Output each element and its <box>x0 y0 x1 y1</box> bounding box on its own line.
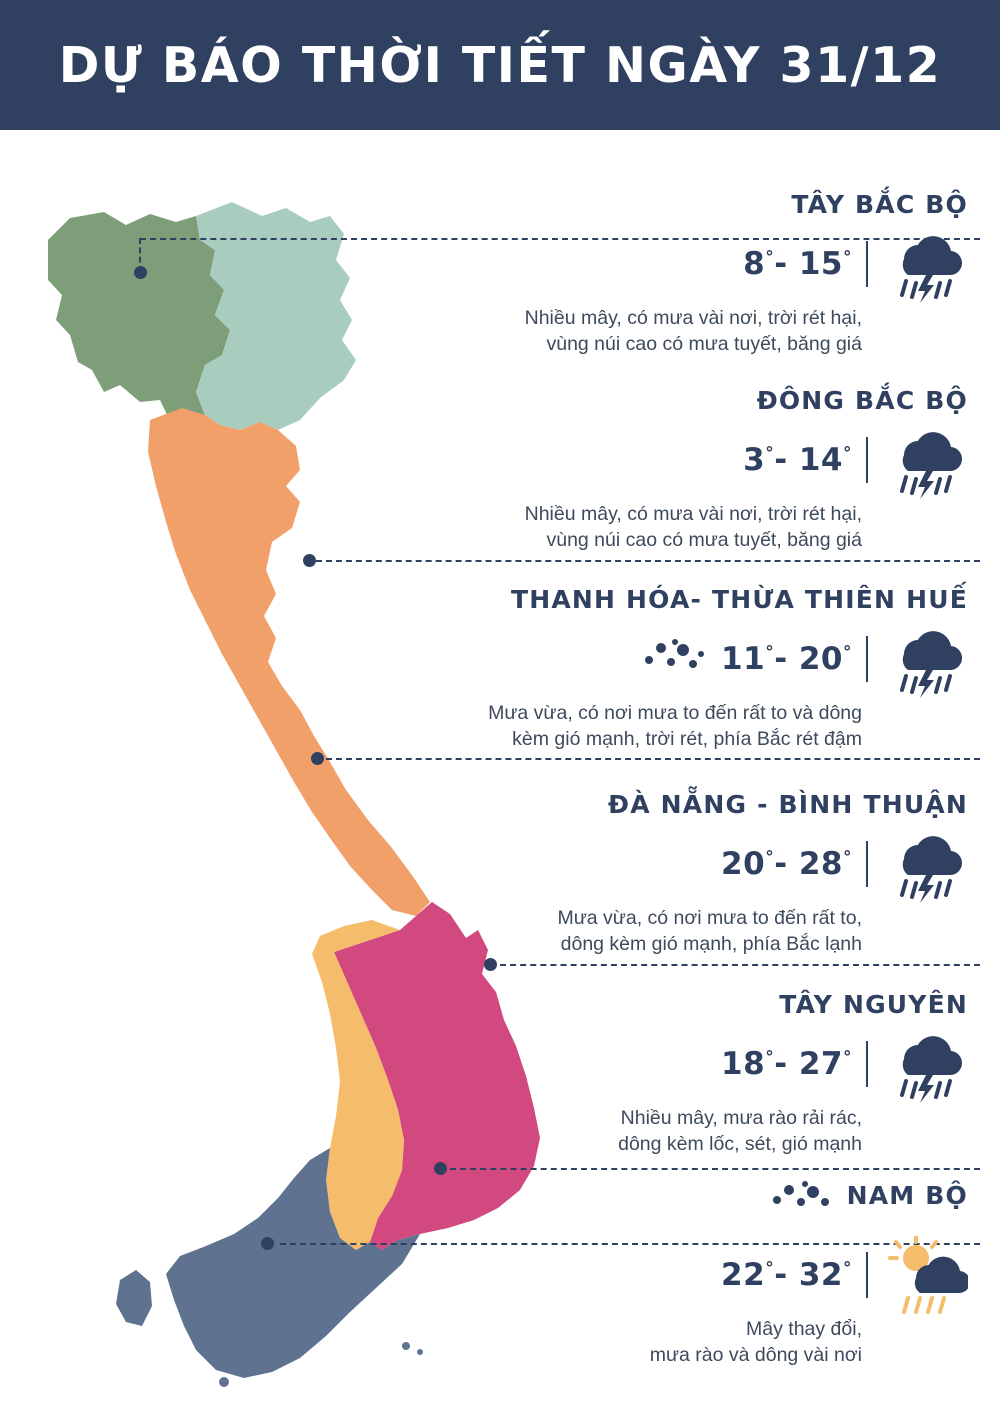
region-title: THANH HÓA- THỪA THIÊN HUẾ <box>510 585 968 614</box>
region-title-row <box>340 386 980 415</box>
region-card-da-nang-binh-thuan[interactable] <box>340 790 980 958</box>
map-pin-nam-bo <box>261 1237 274 1250</box>
leader-line-da-nang-binh-thuan <box>500 964 980 966</box>
region-title: TÂY NGUYÊN <box>779 990 968 1019</box>
map-pin-thanh-hoa-hue <box>311 752 324 765</box>
region-temperature: 3°- 14° <box>743 442 852 478</box>
leader-line-tay-nguyen <box>450 1168 980 1170</box>
region-temperature: 22°- 32° <box>721 1257 852 1293</box>
region-temperature: 20°- 28° <box>721 846 852 882</box>
region-description-line: Mưa vừa, có nơi mưa to đến rất to, <box>557 907 862 929</box>
region-temperature: 11°- 20° <box>721 641 852 677</box>
region-body-row <box>340 825 980 903</box>
map-region-nam-bo-peninsula[interactable] <box>116 1270 152 1326</box>
divider <box>866 437 868 483</box>
divider <box>866 1041 868 1087</box>
map-pin-dong-bac-bo <box>303 554 316 567</box>
thunderstorm-rain-icon <box>882 825 968 903</box>
map-island-dot-1 <box>219 1377 229 1387</box>
region-description <box>340 501 980 554</box>
region-title-row <box>340 790 980 819</box>
leader-line-thanh-hoa-hue <box>326 758 980 760</box>
region-body-row <box>340 421 980 499</box>
region-title-row <box>340 585 980 614</box>
divider <box>866 636 868 682</box>
region-description-line: kèm gió mạnh, trời rét, phía Bắc rét đậm <box>512 728 862 751</box>
region-description-line: mưa rào và dông vài nơi <box>649 1344 862 1367</box>
region-title: ĐÔNG BẮC BỘ <box>756 386 968 415</box>
region-title: NAM BỘ <box>846 1180 968 1210</box>
map-pin-da-nang-binh-thuan <box>484 958 497 971</box>
region-card-thanh-hoa-hue[interactable] <box>340 585 980 753</box>
sun-cloud-rain-icon <box>882 1236 968 1314</box>
thunderstorm-rain-icon <box>882 620 968 698</box>
region-description-line: vùng núi cao có mưa tuyết, băng giá <box>546 333 862 356</box>
region-body-row <box>340 620 980 698</box>
region-description <box>340 1105 980 1158</box>
region-title: TÂY BẮC BỘ <box>791 190 968 219</box>
region-description-line: vùng núi cao có mưa tuyết, băng giá <box>546 529 862 552</box>
region-description-line: dông kèm lốc, sét, gió mạnh <box>618 1133 862 1156</box>
region-card-nam-bo[interactable] <box>340 1178 980 1369</box>
region-card-tay-nguyen[interactable] <box>340 990 980 1158</box>
thunderstorm-rain-icon <box>882 421 968 499</box>
region-description-line: Mây thay đổi, <box>746 1318 862 1340</box>
region-description-line: dông kèm gió mạnh, phía Bắc lạnh <box>560 933 862 956</box>
region-title-row <box>340 990 980 1019</box>
region-description-line: Nhiều mây, có mưa vài nơi, trời rét hại, <box>524 503 862 525</box>
region-description <box>340 700 980 753</box>
region-description-line: Nhiều mây, có mưa vài nơi, trời rét hại, <box>524 307 862 329</box>
divider <box>866 241 868 287</box>
region-body-row <box>340 1236 980 1314</box>
region-description <box>340 905 980 958</box>
region-description-line: Nhiều mây, mưa rào rải rác, <box>620 1107 862 1129</box>
snow-dots-icon <box>767 1178 837 1212</box>
snow-dots-icon <box>637 634 707 684</box>
region-description <box>340 305 980 358</box>
leader-line-dong-bac-bo <box>316 560 980 562</box>
region-title: ĐÀ NẴNG - BÌNH THUẬN <box>608 790 968 819</box>
region-description <box>340 1316 980 1369</box>
leader-stem-tay-bac-bo <box>139 238 141 272</box>
map-region-dong-bac-bo[interactable] <box>196 202 356 430</box>
divider <box>866 1252 868 1298</box>
region-title-row <box>340 190 980 219</box>
thunderstorm-rain-icon <box>882 1025 968 1103</box>
region-card-dong-bac-bo[interactable] <box>340 386 980 554</box>
thunderstorm-rain-icon <box>882 225 968 303</box>
region-description-line: Mưa vừa, có nơi mưa to đến rất to và dông <box>488 702 862 724</box>
region-title-row <box>340 1178 980 1212</box>
region-temperature: 8°- 15° <box>743 246 852 282</box>
region-card-tay-bac-bo[interactable] <box>340 190 980 358</box>
divider <box>866 841 868 887</box>
region-body-row <box>340 225 980 303</box>
region-temperature: 18°- 27° <box>721 1046 852 1082</box>
region-body-row <box>340 1025 980 1103</box>
map-pin-tay-nguyen <box>434 1162 447 1175</box>
header-bar <box>0 0 1000 130</box>
page-title: DỰ BÁO THỜI TIẾT NGÀY 31/12 <box>58 36 942 94</box>
